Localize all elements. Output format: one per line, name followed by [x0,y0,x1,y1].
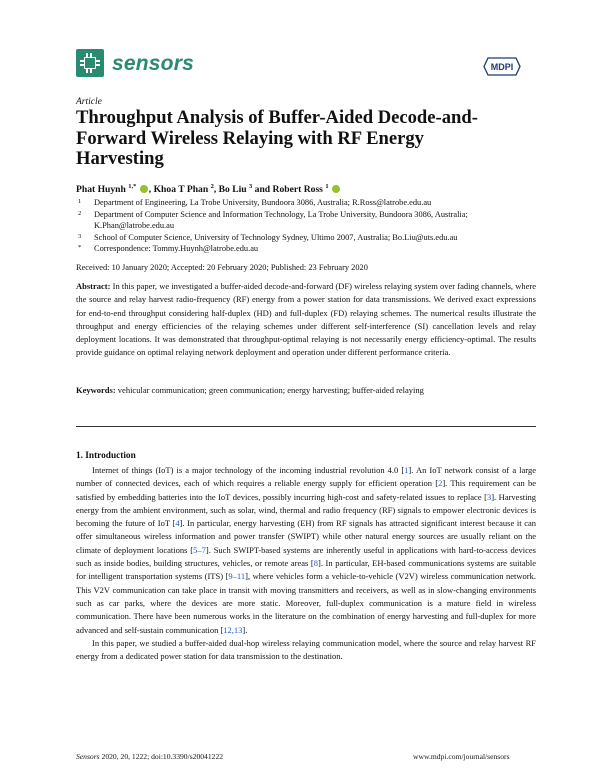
mdpi-logo-icon[interactable] [483,57,521,76]
author-affil-mark: 3 [249,183,253,190]
citation-link[interactable]: 1 [404,465,409,475]
footer-url[interactable]: www.mdpi.com/journal/sensors [413,752,510,761]
correspondence-item: * Correspondence: Tommy.Huynh@latrobe.edu.au [78,244,259,254]
affiliation-list [76,197,536,255]
article-title: Throughput Analysis of Buffer-Aided Decode-and-Forward Wireless Relaying with RF Energy Harvesting [76,107,478,169]
author-affil-mark: 2 [210,183,214,190]
body-text-run: ]. In particular, EH-based communications systems are suitable for intelligent transportation systems (ITS) [ [76,558,536,582]
journal-name[interactable]: sensors [112,52,194,75]
author-list: Phat Huynh $^{1,*}$ , Khoa T Phan $^2$, Bo Liu $^3$ and Robert Ross $^1$ [76,183,341,195]
citation-link[interactable]: 5–7 [193,544,206,555]
body-text-run: ]. Harvesting energy from the ambient environment, such as solar, wind, thermal and radio frequency (RF) signals to empower electronic devices is becoming the future of IoT [ [76,491,536,529]
article-type: Article [76,97,102,107]
author-affil-mark: 1 [325,183,329,190]
journal-logo-icon [76,49,104,77]
body-text-run: ], where vehicles form a vehicle-to-vehicle (V2V) wireless communication network. This V2V communication can take place in transit with moving transmitters and receivers, as well as in slow-changing environments such as car parks, where the devices are more static. Moreover, full-duplex communication is a mature field in wireless communication. There have been numerous works in the literature on the combination of energy harvesting and full-duplex for more advanced and self-sustain communication [ [76,571,536,635]
author-name[interactable]: Robert Ross [272,184,323,196]
author-name[interactable]: Bo Liu [218,184,247,196]
body-paragraph [76,464,536,637]
affiliation-item: 3 School of Computer Science, University of Technology Sydney, Ultimo 2007, Australia; Bo.Liu@uts.edu.au [78,232,458,242]
author-affil-mark: 1,* [128,183,137,190]
footer-citation [76,752,223,761]
orcid-icon[interactable] [332,185,340,193]
abstract-label: Abstract: [76,281,111,291]
orcid-icon[interactable] [140,185,148,193]
body-text-run: ]. An IoT network consist of a large number of connected devices, each of which requires a reliable energy supply for efficient operation [ [76,465,536,489]
citation-link[interactable]: 8 [313,558,318,569]
body-paragraph [76,637,536,664]
mdpi-logo-text: MDPI [490,62,514,72]
abstract [76,280,536,360]
body-text-run: ]. This requirement can be satisfied by embedding batteries into the IoT devices, possibly incurring high-cost and safety-related issues to replace [ [76,478,536,502]
citation-link[interactable]: 3 [486,491,492,502]
chip-icon [84,57,96,69]
keywords [76,385,536,395]
footer-citation-rest: 2020, 20, 1222; doi:10.3390/s20041222 [99,752,224,761]
citation-link[interactable]: 9–11 [228,571,246,582]
affiliation-item: 1 Department of Engineering, La Trobe University, Bundoora 3086, Australia; R.Ross@latrobe.edu.au [78,198,432,207]
body-text-run: Internet of things (IoT) is a major technology of the incoming industrial revolution 4.0 [ [92,465,405,475]
body-text-run: ]. In particular, energy harvesting (EH) from RF signals has attracted significant interest because it can offer simultaneous wireless information and power transfer (SWIPT) while other natural energy sources are usually reliant on the climate of deployment locations [ [76,518,536,555]
publication-dates: Received: 10 January 2020; Accepted: 20 February 2020; Published: 23 February 2020 [76,263,368,272]
keywords-text: vehicular communication; green communication; energy harvesting; buffer-aided relaying [117,385,424,395]
section-divider [76,426,536,427]
body-text-run: ]. [242,624,248,635]
affiliation-item: 2 Department of Computer Science and Information Technology, La Trobe University, Bundoora 3086, Australia; K.Phan@latrobe.edu.au [78,209,468,231]
author-name[interactable]: Phat Huynh [76,184,126,196]
keywords-label: Keywords: [76,385,116,395]
citation-link[interactable]: 12,13 [223,624,243,635]
body-text-run: In this paper, we studied a buffer-aided dual-hop wireless relaying communication model, where the source and relay harvest RF energy from a dedicated power station for data transmission to the destination. [76,637,536,662]
citation-link[interactable]: 4 [175,518,180,529]
citation-link[interactable]: 2 [438,478,443,489]
section-body [76,464,536,663]
abstract-text: In this paper, we investigated a buffer-aided decode-and-forward (DF) wireless relaying system over fading channels, where the source and relay harvest radio-frequency (RF) energy from a power station for data transmissions. We derived exact expressions for end-to-end throughput considering half-duplex (HD) and full-duplex (FD) relaying schemes. The numerical results illustrate the throughput and energy efficiencies of the relaying schemes under different self-interference (SI) cancellation levels and relay deployment locations. It was demonstrated that throughput-optimal relaying is not necessarily energy efficiency-optimal. The results provide guidance on optimal relaying network deployment and operation under different performance criteria. [76,281,536,358]
footer-journal: Sensors [76,752,100,761]
author-name[interactable]: Khoa T Phan [153,184,209,196]
body-text-run: ]. Such SWIPT-based systems are inherently useful in applications with hard-to-access devices such as inside bodies, building structures, vehicles, or remote areas [ [76,544,536,569]
section-heading: 1. Introduction [76,451,136,461]
